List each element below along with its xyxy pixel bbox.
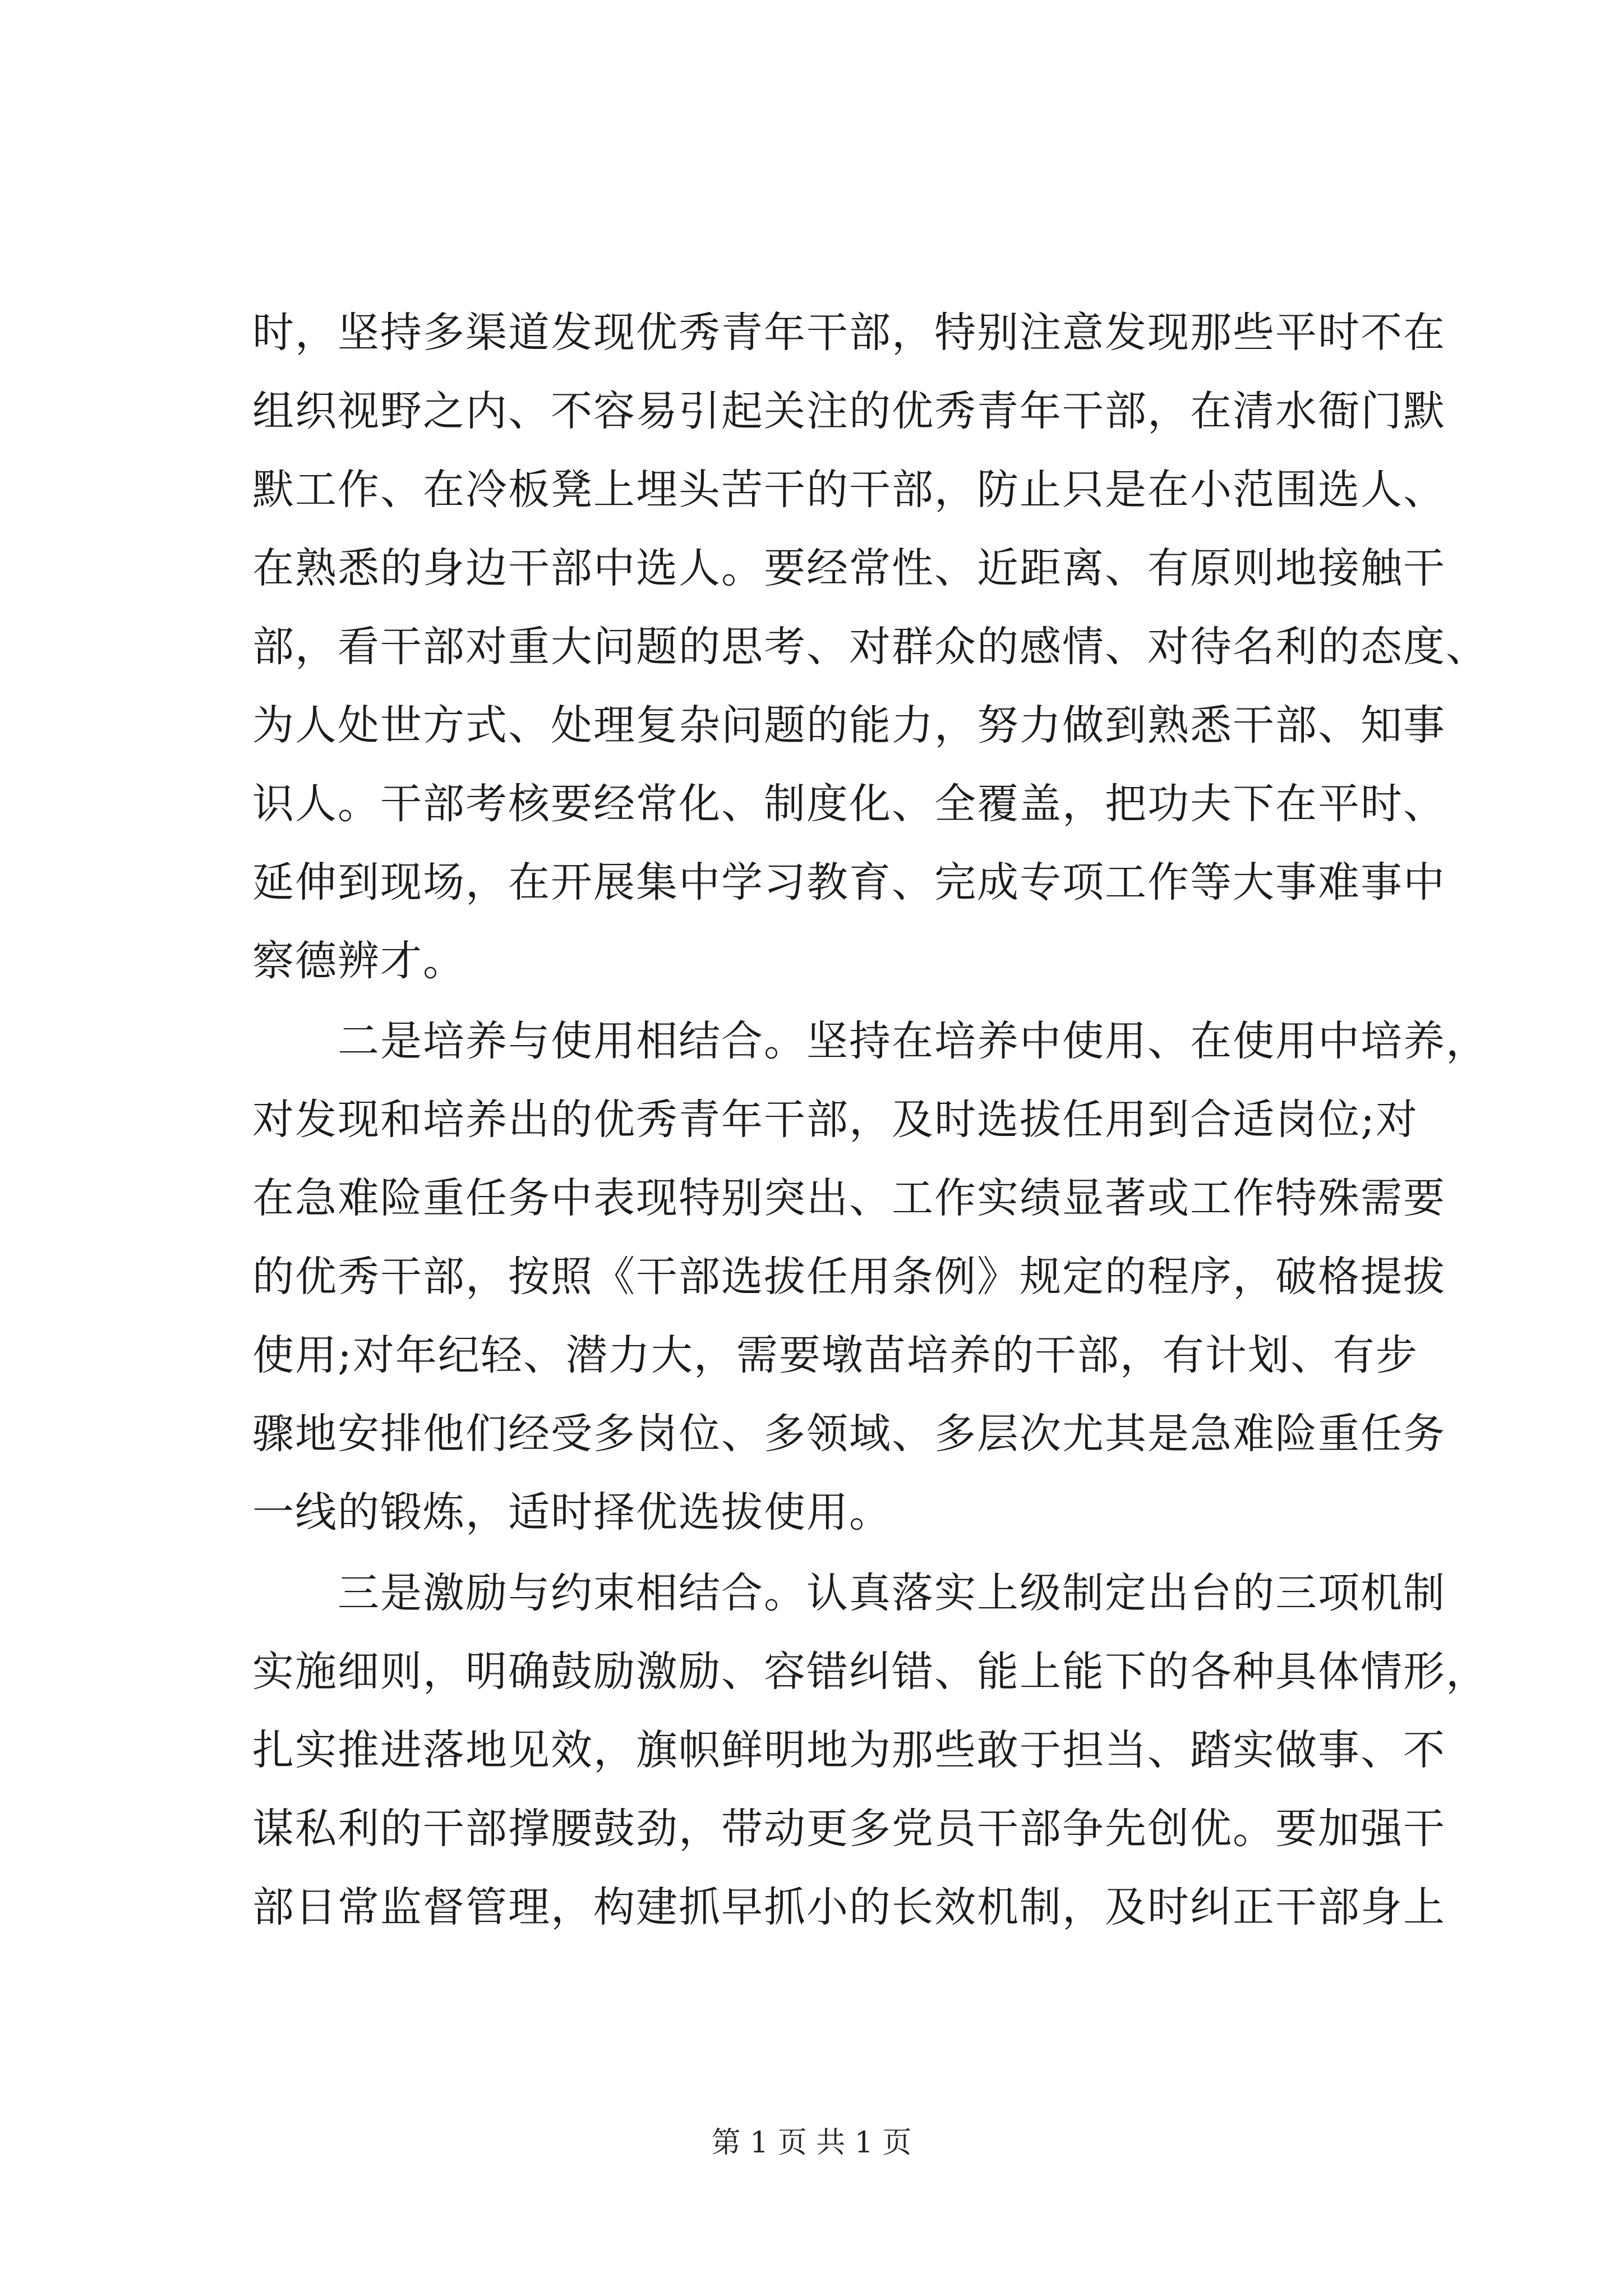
text-line: 一线的锻炼，适时择优选拔使用。 xyxy=(252,1488,892,1536)
text-line: 二是培养与使用相结合。坚持在培养中使用、在使用中培养， xyxy=(252,1017,1488,1065)
text-line: 部，看干部对重大问题的思考、对群众的感情、对待名利的态度、 xyxy=(252,623,1488,671)
text-line: 察德辨才。 xyxy=(252,937,465,985)
text-line: 在熟悉的身边干部中选人。要经常性、近距离、有原则地接触干 xyxy=(252,544,1446,592)
text-line: 部日常监督管理，构建抓早抓小的长效机制，及时纠正干部身上 xyxy=(252,1883,1446,1931)
text-line: 默工作、在冷板凳上埋头苦干的干部，防止只是在小范围选人、 xyxy=(252,466,1446,514)
text-line: 实施细则，明确鼓励激励、容错纠错、能上能下的各种具体情形， xyxy=(252,1648,1488,1696)
page-number-footer: 第 1 页 共 1 页 xyxy=(711,2126,912,2160)
text-line: 在急难险重任务中表现特别突出、工作实绩显著或工作特殊需要 xyxy=(252,1174,1446,1222)
text-line: 扎实推进落地见效，旗帜鲜明地为那些敢于担当、踏实做事、不 xyxy=(252,1726,1446,1774)
text-line: 为人处世方式、处理复杂问题的能力，努力做到熟悉干部、知事 xyxy=(252,701,1446,749)
text-line: 组织视野之内、不容易引起关注的优秀青年干部，在清水衙门默 xyxy=(252,387,1446,435)
text-line: 骤地安排他们经受多岗位、多领域、多层次尤其是急难险重任务 xyxy=(252,1410,1446,1458)
text-line: 延伸到现场，在开展集中学习教育、完成专项工作等大事难事中 xyxy=(252,858,1446,907)
text-line: 谋私利的干部撑腰鼓劲，带动更多党员干部争先创优。要加强干 xyxy=(252,1805,1446,1853)
text-line: 使用;对年纪轻、潜力大，需要墩苗培养的干部，有计划、有步 xyxy=(252,1331,1418,1379)
text-line: 的优秀干部，按照《干部选拔任用条例》规定的程序，破格提拔 xyxy=(252,1253,1446,1301)
text-line: 时，坚持多渠道发现优秀青年干部，特别注意发现那些平时不在 xyxy=(252,309,1446,357)
text-line: 三是激励与约束相结合。认真落实上级制定出台的三项机制 xyxy=(252,1569,1446,1617)
text-line: 对发现和培养出的优秀青年干部，及时选拔任用到合适岗位;对 xyxy=(252,1096,1418,1144)
text-line: 识人。干部考核要经常化、制度化、全覆盖，把功夫下在平时、 xyxy=(252,780,1446,828)
